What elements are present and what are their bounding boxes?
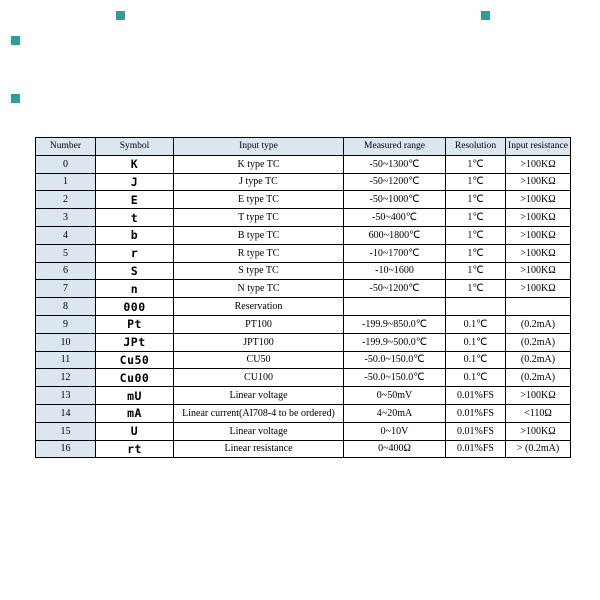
- cell-input_type: E type TC: [174, 191, 344, 209]
- input-spec-table: [35, 137, 571, 458]
- selection-handle-icon[interactable]: [11, 36, 20, 45]
- cell-input_type: Linear resistance: [174, 440, 344, 458]
- table-row: [36, 280, 571, 298]
- cell-number: 16: [36, 440, 96, 458]
- cell-resolution: 0.1℃: [446, 351, 506, 369]
- cell-symbol: E: [96, 191, 174, 209]
- cell-resistance: >100KΩ: [506, 244, 571, 262]
- table-row: [36, 155, 571, 173]
- table-row: [36, 422, 571, 440]
- cell-resistance: (0.2mA): [506, 369, 571, 387]
- cell-resolution: 1℃: [446, 209, 506, 227]
- cell-range: -10~1600: [344, 262, 446, 280]
- cell-resolution: 0.1℃: [446, 369, 506, 387]
- cell-symbol: mA: [96, 404, 174, 422]
- cell-resolution: [446, 298, 506, 316]
- cell-range: -199.9~850.0℃: [344, 315, 446, 333]
- selection-handle-icon[interactable]: [481, 11, 490, 20]
- cell-resistance: >100KΩ: [506, 209, 571, 227]
- cell-range: 0~400Ω: [344, 440, 446, 458]
- cell-symbol: n: [96, 280, 174, 298]
- table-row: [36, 387, 571, 405]
- cell-number: 12: [36, 369, 96, 387]
- cell-input_type: CU100: [174, 369, 344, 387]
- table-row: [36, 173, 571, 191]
- cell-resolution: 1℃: [446, 173, 506, 191]
- cell-symbol: r: [96, 244, 174, 262]
- cell-input_type: Linear voltage: [174, 422, 344, 440]
- cell-range: -50~1300℃: [344, 155, 446, 173]
- cell-symbol: Pt: [96, 315, 174, 333]
- cell-input_type: K type TC: [174, 155, 344, 173]
- column-header-2: Input type: [174, 138, 344, 156]
- cell-resistance: >100KΩ: [506, 155, 571, 173]
- cell-resolution: 0.1℃: [446, 333, 506, 351]
- cell-range: -50~1000℃: [344, 191, 446, 209]
- column-header-3: Measured range: [344, 138, 446, 156]
- cell-symbol: t: [96, 209, 174, 227]
- cell-resolution: 1℃: [446, 155, 506, 173]
- cell-resistance: >100KΩ: [506, 280, 571, 298]
- cell-range: -199.9~500.0℃: [344, 333, 446, 351]
- cell-symbol: J: [96, 173, 174, 191]
- cell-input_type: B type TC: [174, 226, 344, 244]
- column-header-4: Resolution: [446, 138, 506, 156]
- cell-range: -50.0~150.0℃: [344, 351, 446, 369]
- cell-range: 0~10V: [344, 422, 446, 440]
- cell-resolution: 1℃: [446, 280, 506, 298]
- cell-resolution: 0.01%FS: [446, 404, 506, 422]
- cell-number: 5: [36, 244, 96, 262]
- cell-symbol: U: [96, 422, 174, 440]
- cell-number: 9: [36, 315, 96, 333]
- cell-resistance: >100KΩ: [506, 262, 571, 280]
- cell-symbol: b: [96, 226, 174, 244]
- cell-range: 600~1800℃: [344, 226, 446, 244]
- cell-input_type: Linear voltage: [174, 387, 344, 405]
- cell-resolution: 1℃: [446, 226, 506, 244]
- cell-input_type: Reservation: [174, 298, 344, 316]
- cell-number: 6: [36, 262, 96, 280]
- cell-resolution: 0.01%FS: [446, 440, 506, 458]
- cell-resolution: 1℃: [446, 262, 506, 280]
- cell-number: 14: [36, 404, 96, 422]
- cell-resistance: > (0.2mA): [506, 440, 571, 458]
- cell-resolution: 1℃: [446, 244, 506, 262]
- cell-range: -50~1200℃: [344, 173, 446, 191]
- cell-number: 10: [36, 333, 96, 351]
- cell-symbol: mU: [96, 387, 174, 405]
- cell-number: 8: [36, 298, 96, 316]
- cell-resistance: >100KΩ: [506, 422, 571, 440]
- cell-symbol: Cu50: [96, 351, 174, 369]
- cell-range: -10~1700℃: [344, 244, 446, 262]
- table-row: [36, 226, 571, 244]
- cell-input_type: N type TC: [174, 280, 344, 298]
- table-row: [36, 244, 571, 262]
- cell-number: 3: [36, 209, 96, 227]
- table-row: [36, 315, 571, 333]
- table-row: [36, 298, 571, 316]
- selection-handle-icon[interactable]: [116, 11, 125, 20]
- cell-symbol: K: [96, 155, 174, 173]
- cell-number: 4: [36, 226, 96, 244]
- cell-resistance: [506, 298, 571, 316]
- table-row: [36, 333, 571, 351]
- table-row: [36, 209, 571, 227]
- cell-number: 7: [36, 280, 96, 298]
- cell-symbol: Cu00: [96, 369, 174, 387]
- cell-input_type: CU50: [174, 351, 344, 369]
- cell-range: -50~1200℃: [344, 280, 446, 298]
- cell-symbol: 000: [96, 298, 174, 316]
- cell-number: 0: [36, 155, 96, 173]
- cell-resistance: (0.2mA): [506, 315, 571, 333]
- cell-resistance: >100KΩ: [506, 173, 571, 191]
- cell-input_type: JPT100: [174, 333, 344, 351]
- cell-number: 2: [36, 191, 96, 209]
- cell-resolution: 1℃: [446, 191, 506, 209]
- cell-number: 15: [36, 422, 96, 440]
- table-row: [36, 369, 571, 387]
- cell-symbol: JPt: [96, 333, 174, 351]
- column-header-0: Number: [36, 138, 96, 156]
- cell-range: 0~50mV: [344, 387, 446, 405]
- cell-number: 13: [36, 387, 96, 405]
- cell-resolution: 0.01%FS: [446, 422, 506, 440]
- cell-range: -50~400℃: [344, 209, 446, 227]
- cell-resistance: (0.2mA): [506, 333, 571, 351]
- table-row: [36, 404, 571, 422]
- cell-number: 1: [36, 173, 96, 191]
- cell-resistance: <110Ω: [506, 404, 571, 422]
- cell-input_type: R type TC: [174, 244, 344, 262]
- cell-input_type: Linear current(AI708-4 to be ordered): [174, 404, 344, 422]
- column-header-5: Input resistance: [506, 138, 571, 156]
- cell-number: 11: [36, 351, 96, 369]
- cell-range: [344, 298, 446, 316]
- cell-resistance: >100KΩ: [506, 226, 571, 244]
- cell-symbol: S: [96, 262, 174, 280]
- table-row: [36, 191, 571, 209]
- cell-resistance: >100KΩ: [506, 191, 571, 209]
- column-header-1: Symbol: [96, 138, 174, 156]
- cell-input_type: T type TC: [174, 209, 344, 227]
- cell-range: -50.0~150.0℃: [344, 369, 446, 387]
- selection-handle-icon[interactable]: [11, 94, 20, 103]
- table-row: [36, 351, 571, 369]
- table-row: [36, 440, 571, 458]
- cell-resolution: 0.01%FS: [446, 387, 506, 405]
- cell-input_type: J type TC: [174, 173, 344, 191]
- cell-resistance: (0.2mA): [506, 351, 571, 369]
- table-row: [36, 262, 571, 280]
- cell-input_type: PT100: [174, 315, 344, 333]
- cell-input_type: S type TC: [174, 262, 344, 280]
- cell-symbol: rt: [96, 440, 174, 458]
- table-header-row: [36, 138, 571, 156]
- cell-resistance: >100KΩ: [506, 387, 571, 405]
- cell-resolution: 0.1℃: [446, 315, 506, 333]
- cell-range: 4~20mA: [344, 404, 446, 422]
